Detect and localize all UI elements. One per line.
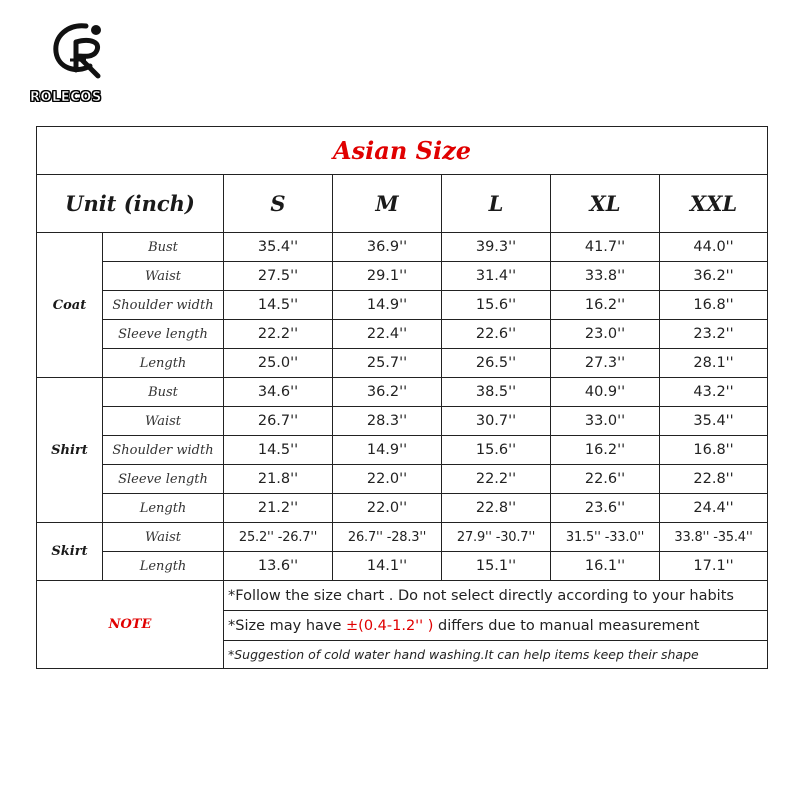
measurement-value: 14.9'' (333, 436, 442, 465)
measurement-value: 31.5'' -33.0'' (551, 523, 660, 552)
measurement-value: 15.1'' (442, 552, 551, 581)
measurement-value: 15.6'' (442, 436, 551, 465)
measurement-value: 44.0'' (660, 233, 768, 262)
measurement-value: 27.5'' (224, 262, 333, 291)
measurement-value: 38.5'' (442, 378, 551, 407)
measurement-value: 13.6'' (224, 552, 333, 581)
measurement-value: 15.6'' (442, 291, 551, 320)
measurement-value: 17.1'' (660, 552, 768, 581)
table-row (37, 233, 768, 262)
measurement-value: 14.5'' (224, 291, 333, 320)
measurement-value: 22.8'' (442, 494, 551, 523)
note-line-1: *Follow the size chart . Do not select directly according to your habits (224, 581, 768, 611)
table-row (37, 349, 768, 378)
measurement-value: 22.8'' (660, 465, 768, 494)
measurement-value: 21.2'' (224, 494, 333, 523)
table-row (37, 378, 768, 407)
measurement-value: 22.0'' (333, 465, 442, 494)
table-row (37, 262, 768, 291)
measurement-value: 22.6'' (551, 465, 660, 494)
size-header-l: L (442, 175, 551, 233)
measurement-value: 21.8'' (224, 465, 333, 494)
measurement-value: 25.0'' (224, 349, 333, 378)
measurement-value: 23.6'' (551, 494, 660, 523)
note-label: NOTE (37, 581, 224, 669)
measurement-value: 35.4'' (224, 233, 333, 262)
measurement-value: 16.8'' (660, 291, 768, 320)
header-row (37, 175, 768, 233)
table-row (37, 494, 768, 523)
measurement-label: Sleeve length (103, 320, 224, 349)
note-row (37, 581, 768, 611)
measurement-label: Waist (103, 262, 224, 291)
measurement-value: 24.4'' (660, 494, 768, 523)
measurement-value: 23.0'' (551, 320, 660, 349)
measurement-value: 36.2'' (333, 378, 442, 407)
measurement-label: Bust (103, 233, 224, 262)
unit-header: Unit (inch) (37, 175, 224, 233)
measurement-value: 43.2'' (660, 378, 768, 407)
measurement-value: 22.4'' (333, 320, 442, 349)
measurement-value: 26.5'' (442, 349, 551, 378)
measurement-value: 33.8'' (551, 262, 660, 291)
measurement-label: Length (103, 349, 224, 378)
size-header-s: S (224, 175, 333, 233)
measurement-value: 22.6'' (442, 320, 551, 349)
size-header-m: M (333, 175, 442, 233)
measurement-value: 27.9'' -30.7'' (442, 523, 551, 552)
measurement-label: Sleeve length (103, 465, 224, 494)
table-row (37, 320, 768, 349)
table-row (37, 407, 768, 436)
measurement-label: Waist (103, 523, 224, 552)
measurement-value: 26.7'' (224, 407, 333, 436)
measurement-value: 40.9'' (551, 378, 660, 407)
measurement-value: 34.6'' (224, 378, 333, 407)
size-header-xl: XL (551, 175, 660, 233)
measurement-value: 33.8'' -35.4'' (660, 523, 768, 552)
measurement-value: 41.7'' (551, 233, 660, 262)
measurement-value: 16.2'' (551, 291, 660, 320)
measurement-value: 22.2'' (442, 465, 551, 494)
group-label: Coat (37, 233, 103, 378)
measurement-value: 31.4'' (442, 262, 551, 291)
measurement-value: 28.1'' (660, 349, 768, 378)
table-row (37, 465, 768, 494)
table-row (37, 291, 768, 320)
measurement-value: 14.9'' (333, 291, 442, 320)
note-line-2-pre: *Size may have (228, 617, 347, 634)
measurement-label: Length (103, 552, 224, 581)
measurement-value: 14.5'' (224, 436, 333, 465)
measurement-value: 25.7'' (333, 349, 442, 378)
measurement-value: 30.7'' (442, 407, 551, 436)
measurement-value: 25.2'' -26.7'' (224, 523, 333, 552)
measurement-value: 39.3'' (442, 233, 551, 262)
measurement-value: 16.1'' (551, 552, 660, 581)
note-line-2-post: differs due to manual measurement (433, 617, 700, 634)
measurement-label: Waist (103, 407, 224, 436)
measurement-label: Bust (103, 378, 224, 407)
measurement-value: 23.2'' (660, 320, 768, 349)
group-label: Skirt (37, 523, 103, 581)
table-title: Asian Size (37, 127, 768, 175)
measurement-value: 22.0'' (333, 494, 442, 523)
table-row (37, 552, 768, 581)
measurement-label: Shoulder width (103, 436, 224, 465)
measurement-value: 22.2'' (224, 320, 333, 349)
measurement-label: Shoulder width (103, 291, 224, 320)
size-header-xxl: XXL (660, 175, 768, 233)
measurement-value: 26.7'' -28.3'' (333, 523, 442, 552)
group-label: Shirt (37, 378, 103, 523)
measurement-value: 16.2'' (551, 436, 660, 465)
rolecos-logo (28, 20, 128, 112)
measurement-value: 29.1'' (333, 262, 442, 291)
title-row (37, 127, 768, 175)
measurement-value: 36.9'' (333, 233, 442, 262)
measurement-value: 16.8'' (660, 436, 768, 465)
note-line-2 (224, 611, 768, 641)
logo-wordmark: ROLECOS (30, 90, 102, 105)
measurement-value: 36.2'' (660, 262, 768, 291)
note-line-3: *Suggestion of cold water hand washing.It can help items keep their shape (224, 641, 768, 669)
table-row (37, 523, 768, 552)
measurement-label: Length (103, 494, 224, 523)
measurement-value: 28.3'' (333, 407, 442, 436)
tolerance-range: ±(0.4-1.2'' ) (346, 617, 434, 634)
measurement-value: 35.4'' (660, 407, 768, 436)
measurement-value: 14.1'' (333, 552, 442, 581)
measurement-value: 27.3'' (551, 349, 660, 378)
gr-monogram-icon (46, 20, 118, 80)
size-chart-table (36, 126, 768, 669)
table-row (37, 436, 768, 465)
measurement-value: 33.0'' (551, 407, 660, 436)
